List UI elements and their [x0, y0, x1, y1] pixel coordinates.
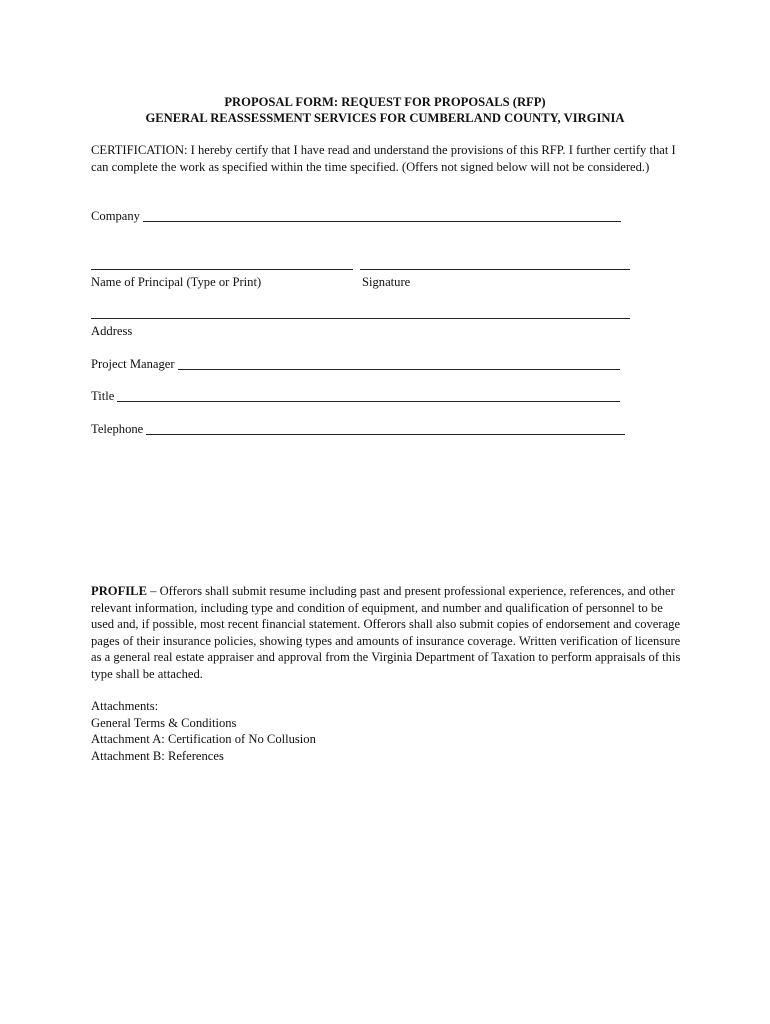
name-of-principal-label: Name of Principal (Type or Print) [91, 275, 262, 289]
attachment-item: General Terms & Conditions [91, 715, 237, 730]
profile-section [91, 583, 686, 682]
project-manager-line[interactable] [178, 357, 620, 370]
signature-label: Signature [362, 275, 411, 289]
title-label: Title [91, 389, 115, 403]
certification-statement: CERTIFICATION: I hereby certify that I have read and understand the provisions of this RFP. I further certify that I can complete the work as specified within the time specified. (Offers not signed below will not be considered.) [91, 143, 676, 174]
attachment-item: Attachment B: References [91, 748, 224, 763]
company-field[interactable] [91, 208, 621, 225]
form-title-line-1: PROPOSAL FORM: REQUEST FOR PROPOSALS (RFP) [224, 95, 546, 109]
profile-heading: PROFILE [91, 584, 147, 598]
profile-text: – Offerors shall submit resume including past and present professional experience, references, and other relevant information, including type and condition of equipment, and number and qualification of personnel to be used and, if possible, most recent financial statement. Offerors shall also submit copies of endorsement and coverage pages of their insurance policies, showing types and amounts of insurance coverage. Written verification of licensure as a general real estate appraiser and approval from the Virginia Department of Taxation to perform appraisals of this type shall be attached. [91, 584, 681, 681]
telephone-line[interactable] [146, 422, 625, 435]
name-of-principal-line[interactable] [91, 269, 353, 270]
company-line[interactable] [143, 209, 621, 222]
telephone-label: Telephone [91, 422, 144, 436]
title-field[interactable] [91, 388, 620, 405]
attachments-heading: Attachments: [91, 699, 159, 713]
form-title-line-2: GENERAL REASSESSMENT SERVICES FOR CUMBERLAND COUNTY, VIRGINIA [145, 111, 625, 125]
signature-line[interactable] [360, 269, 630, 270]
project-manager-label: Project Manager [91, 357, 175, 371]
address-label: Address [91, 324, 133, 338]
project-manager-field[interactable] [91, 356, 620, 373]
title-line[interactable] [117, 389, 620, 402]
company-label: Company [91, 209, 140, 223]
telephone-field[interactable] [91, 421, 625, 438]
address-line[interactable] [91, 318, 630, 319]
attachments-list [91, 698, 316, 764]
attachment-item: Attachment A: Certification of No Collusion [91, 732, 316, 746]
